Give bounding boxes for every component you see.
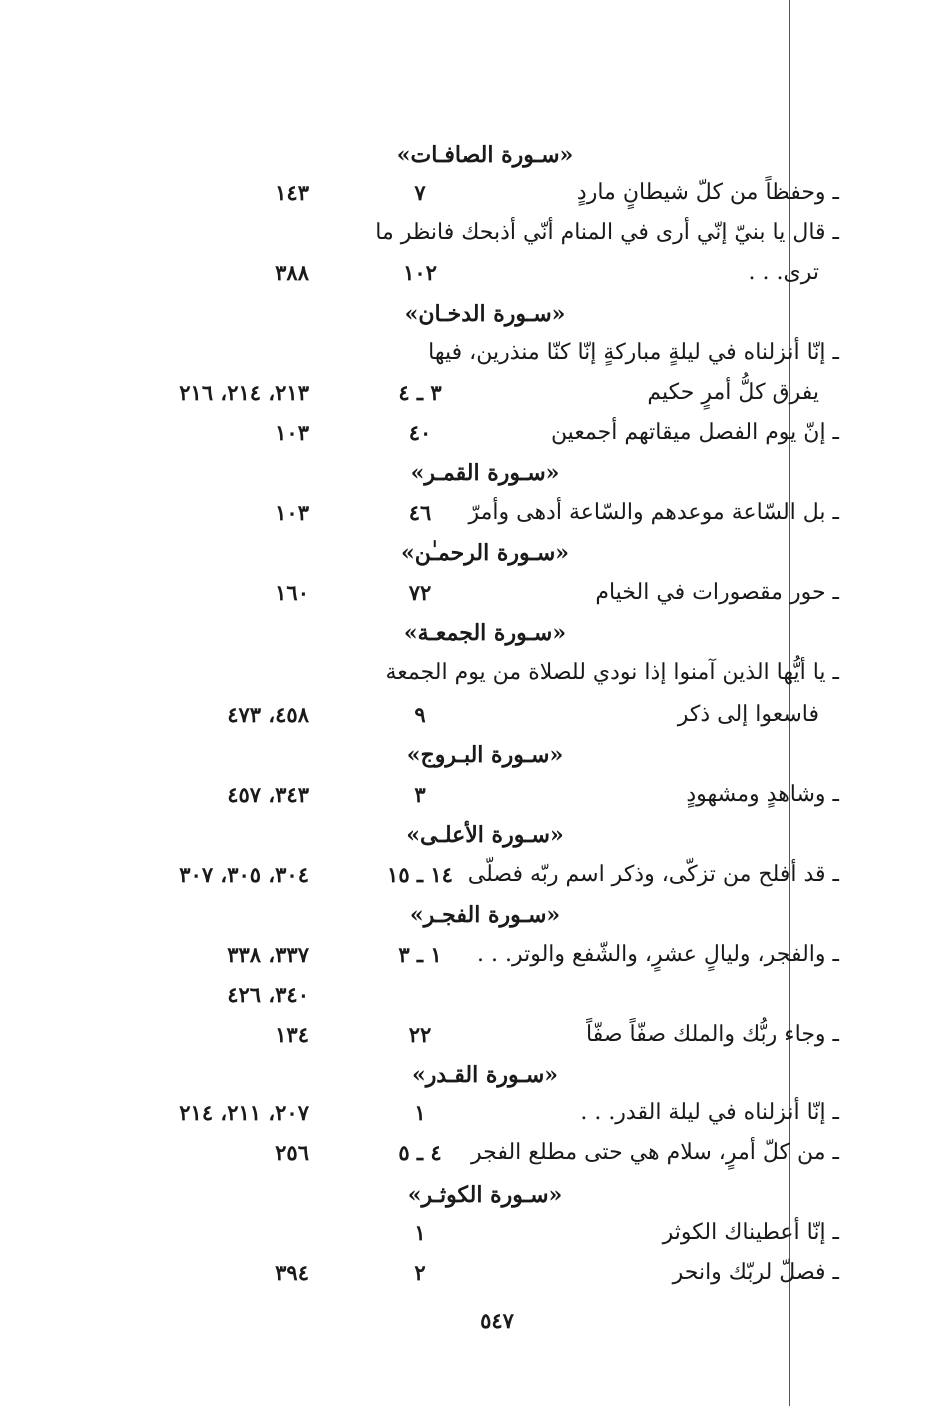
ayah-number: ٤٠ [408, 420, 432, 445]
ayah-number: ٧٢ [408, 580, 432, 605]
surah-heading: «سـورة الدخـان» [404, 301, 566, 327]
verse-text: ـ فصلّ لربّك وانحر [672, 1260, 839, 1285]
ayah-number: ٢٢ [408, 1022, 432, 1047]
verse-text: ـ حور مقصورات في الخيام [595, 580, 839, 605]
surah-heading: «سـورة البـروج» [406, 742, 564, 768]
page-refs: ٢١٣، ٢١٤، ٢١٦ [179, 380, 309, 405]
ayah-number: ١٤ ـ ١٥ [387, 862, 453, 887]
surah-heading: «سـورة الفجـر» [409, 902, 561, 928]
page-refs: ٣٩٤ [275, 1260, 309, 1285]
verse-text: ـ قال يا بنيّ إنّي أرى في المنام أنّي أذبحك فانظر ما [375, 220, 839, 245]
page-refs: ٢٠٧، ٢١١، ٢١٤ [179, 1100, 309, 1125]
verse-text: ـ وشاهدٍ ومشهودٍ [686, 782, 839, 807]
page-refs: ٣٨٨ [275, 260, 309, 285]
page-refs: ١٠٣ [275, 500, 309, 525]
ayah-number: ٣ [414, 782, 426, 807]
verse-text: ـ والفجر، وليالٍ عشرٍ، والشّفع والوتر. . . [476, 942, 839, 967]
ayah-number: ٧ [414, 180, 426, 205]
verse-text: ـ بل السّاعة موعدهم والسّاعة أدهى وأمرّ [468, 500, 839, 525]
verse-text: ـ إنّا أعطيناك الكوثر [662, 1220, 839, 1245]
verse-text: فاسعوا إلى ذكر [677, 702, 819, 727]
surah-heading: «سـورة الصافـات» [396, 142, 574, 168]
verse-text: ـ وجاء ربُّك والملك صفّاً صفّاً [586, 1022, 839, 1047]
verse-text: ـ من كلّ أمرٍ، سلام هي حتى مطلع الفجر [471, 1140, 839, 1165]
page-refs: ١٦٠ [275, 580, 309, 605]
ayah-number: ١ ـ ٣ [398, 942, 442, 967]
page-refs: ٣٣٧، ٣٣٨ [227, 942, 309, 967]
ayah-number: ١ [414, 1220, 426, 1245]
page-refs: ٢٥٦ [275, 1140, 309, 1165]
ayah-number: ٢ [414, 1260, 426, 1285]
page-refs: ٣٤٣، ٤٥٧ [227, 782, 309, 807]
page-refs: ٣٤٠، ٤٢٦ [227, 982, 309, 1007]
surah-heading: «سـورة الرحمـٰن» [400, 540, 570, 566]
ayah-number: ٩ [414, 702, 426, 727]
verse-text: ـ قد أفلح من تزكّى، وذكر اسم ربّه فصلّى [467, 862, 839, 887]
verse-text: ـ إنّ يوم الفصل ميقاتهم أجمعين [550, 420, 839, 445]
page-refs: ٣٠٤، ٣٠٥، ٣٠٧ [179, 862, 309, 887]
surah-heading: «سـورة القـدر» [411, 1062, 559, 1088]
page-refs: ٤٥٨، ٤٧٣ [227, 702, 309, 727]
page-number: ٥٤٧ [480, 1308, 514, 1333]
surah-heading: «سـورة القمـر» [410, 460, 560, 486]
page-refs: ١٤٣ [275, 180, 309, 205]
surah-heading: «سـورة الأعلـى» [406, 822, 564, 848]
surah-heading: «سـورة الكوثـر» [407, 1182, 563, 1208]
verse-text: يفرق كلُّ أمرٍ حكيم [647, 380, 819, 405]
surah-heading: «سـورة الجمعـة» [403, 620, 567, 646]
ayah-number: ٤ ـ ٥ [398, 1140, 442, 1165]
verse-text: ـ يا أيُّها الذين آمنوا إذا نودي للصلاة من يوم الجمعة [385, 660, 839, 685]
ayah-number: ١ [414, 1100, 426, 1125]
page-refs: ١٠٣ [275, 420, 309, 445]
verse-text: ترى. . . [748, 260, 819, 285]
verse-text: ـ إنّا أنزلناه في ليلة القدر. . . [580, 1100, 839, 1125]
page-refs: ١٣٤ [275, 1022, 309, 1047]
verse-text: ـ إنّا أنزلناه في ليلةٍ مباركةٍ إنّا كنّا منذرين، فيها [428, 340, 839, 365]
ayah-number: ٣ ـ ٤ [398, 380, 442, 405]
ayah-number: ٤٦ [408, 500, 432, 525]
ayah-number: ١٠٢ [403, 260, 437, 285]
verse-text: ـ وحفظاً من كلّ شيطانٍ ماردٍ [576, 180, 839, 205]
